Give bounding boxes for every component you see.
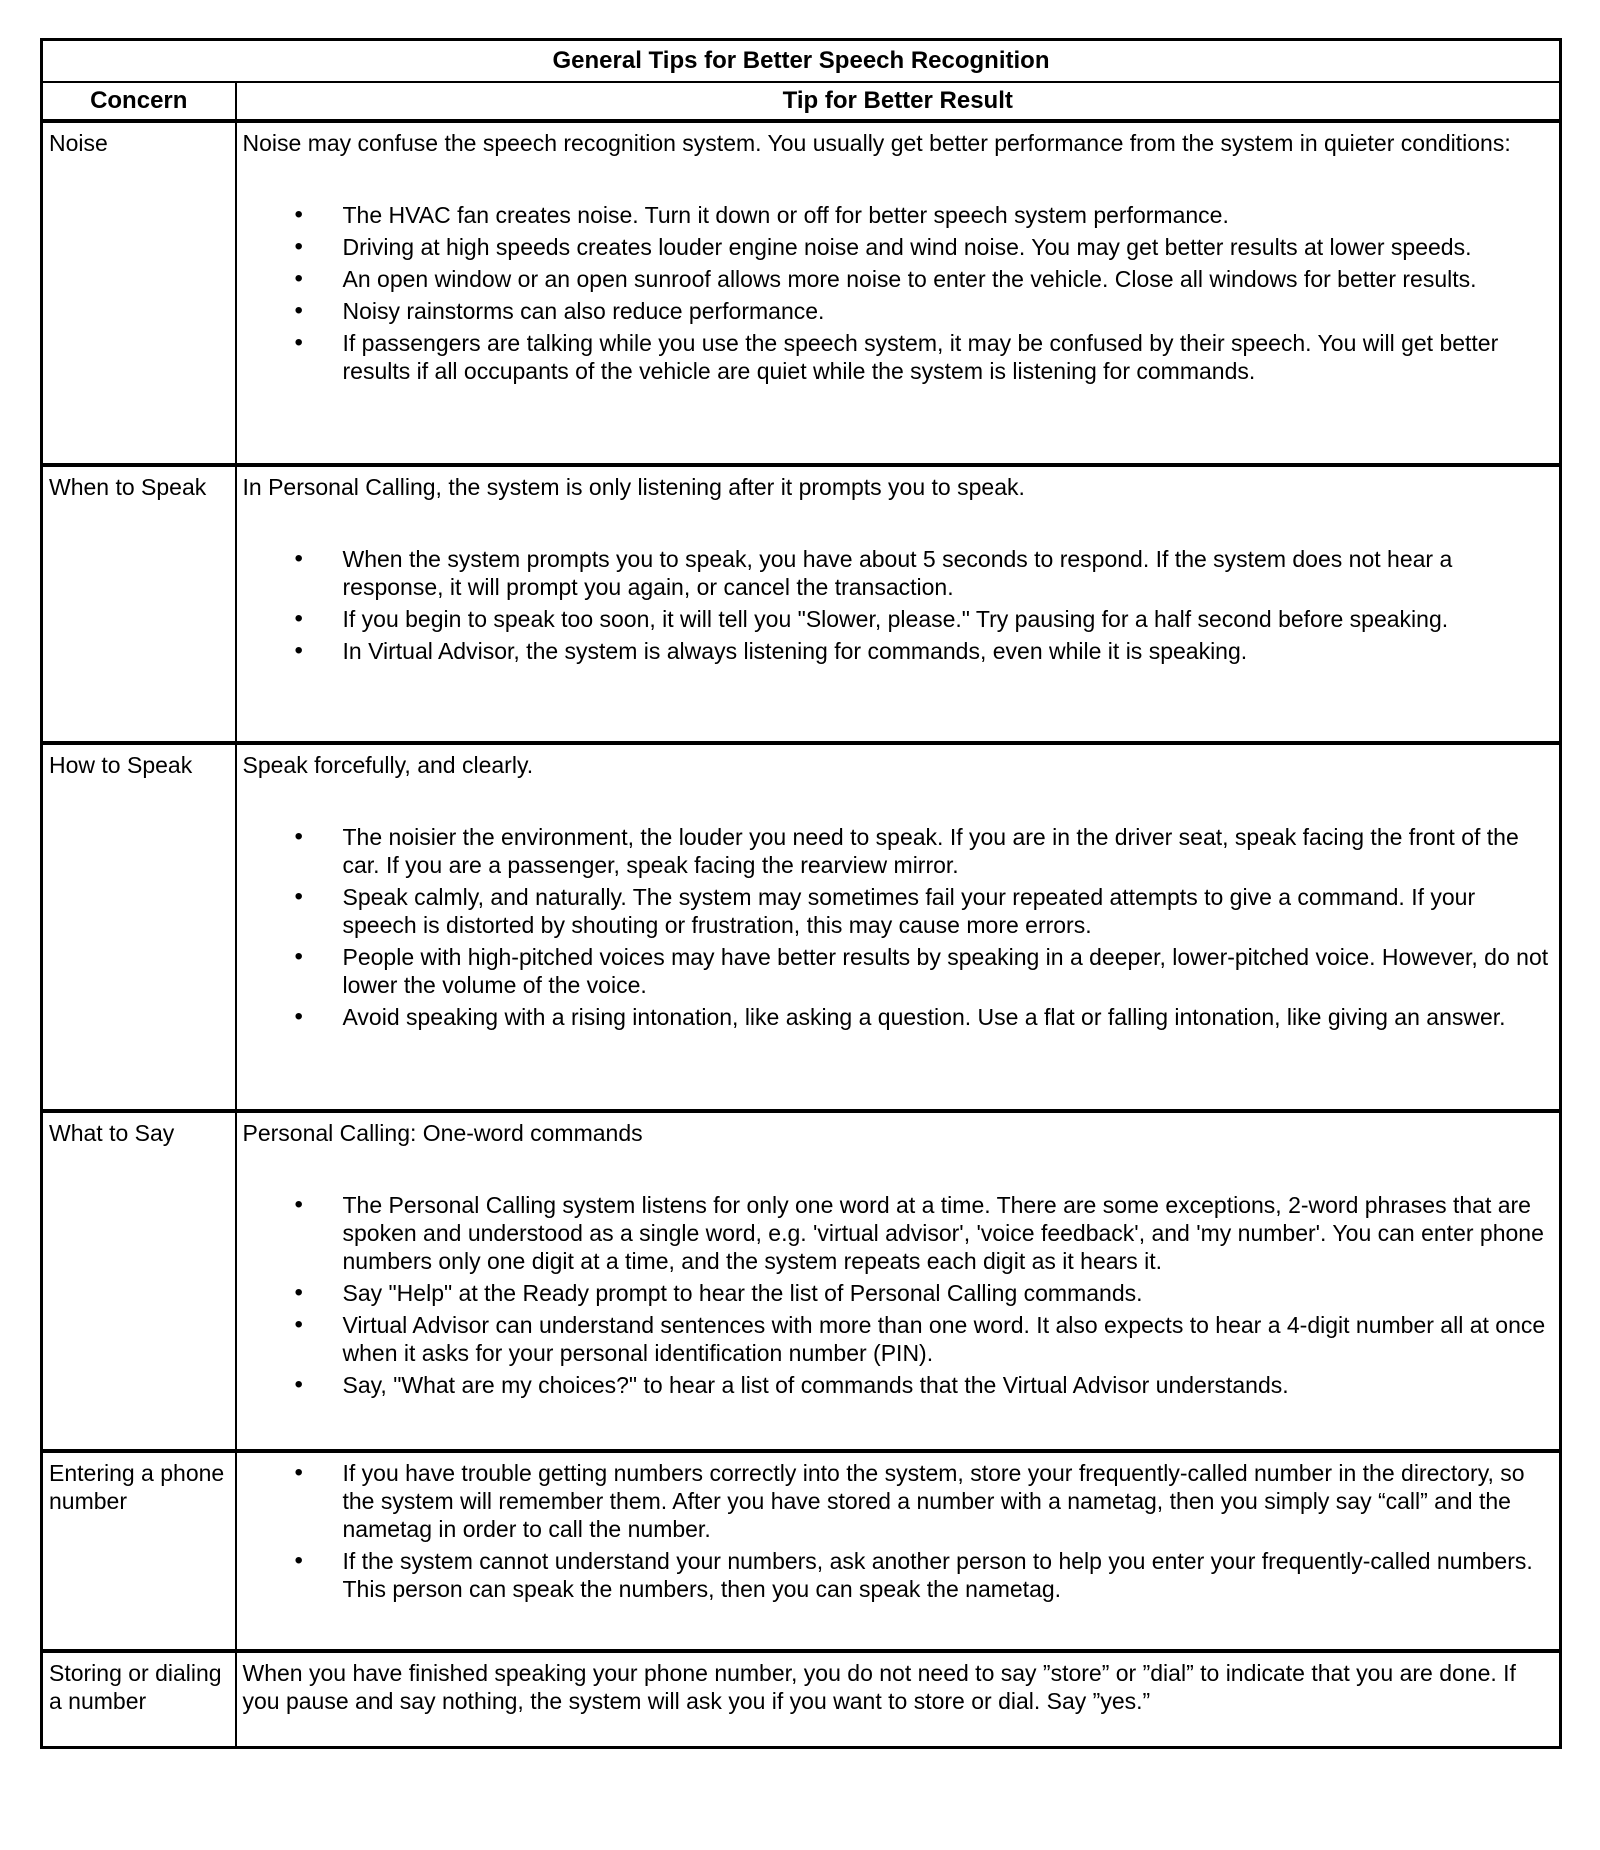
list-item: • People with high-pitched voices may have better results by speaking in a deeper, lower-pitched voice. However, do not lower the volume of the voice.	[243, 943, 1552, 999]
list-item: • The Personal Calling system listens for only one word at a time. There are some exceptions, 2-word phrases that are spoken and understood as a single word, e.g. 'virtual advisor', 'voice feedback', and 'my number'. You can enter phone numbers only one digit at a time, and the system repeats each digit as it hears it.	[243, 1191, 1552, 1275]
list-item: • When the system prompts you to speak, you have about 5 seconds to respond. If the system does not hear a response, it will prompt you again, or cancel the transaction.	[243, 545, 1552, 601]
tip-bullet-list	[243, 545, 1552, 665]
tip-cell	[236, 743, 1561, 1111]
list-item: • If you have trouble getting numbers correctly into the system, store your frequently-called number in the directory, so the system will remember them. After you have stored a number with a nametag, then you simply say “call” and the nametag in order to call the number.	[243, 1459, 1552, 1543]
table-title-row	[42, 40, 1561, 83]
tip-bullet-list	[243, 823, 1552, 1031]
list-item: • If the system cannot understand your numbers, ask another person to help you enter your frequently-called numbers. This person can speak the numbers, then you can speak the nametag.	[243, 1547, 1552, 1603]
concern-cell: Entering a phone number	[42, 1451, 236, 1651]
table-row	[42, 743, 1561, 1111]
tip-column-header: Tip for Better Result	[236, 82, 1561, 121]
table-row	[42, 1451, 1561, 1651]
list-item: • Noisy rainstorms can also reduce performance.	[243, 297, 1552, 325]
list-item: • The noisier the environment, the louder you need to speak. If you are in the driver seat, speak facing the front of the car. If you are a passenger, speak facing the rearview mirror.	[243, 823, 1552, 879]
tip-cell	[236, 1111, 1561, 1451]
list-item: • In Virtual Advisor, the system is always listening for commands, even while it is speaking.	[243, 637, 1552, 665]
list-item: • Virtual Advisor can understand sentences with more than one word. It also expects to hear a 4-digit number all at once when it asks for your personal identification number (PIN).	[243, 1311, 1552, 1367]
concern-cell: When to Speak	[42, 465, 236, 743]
list-item: • An open window or an open sunroof allows more noise to enter the vehicle. Close all windows for better results.	[243, 265, 1552, 293]
table-row	[42, 121, 1561, 465]
list-item: • Say "Help" at the Ready prompt to hear the list of Personal Calling commands.	[243, 1279, 1552, 1307]
table-row	[42, 465, 1561, 743]
concern-cell: Storing or dialing a number	[42, 1651, 236, 1747]
speech-tips-table	[40, 38, 1562, 1749]
tip-intro: Noise may confuse the speech recognition system. You usually get better performance from the system in quieter conditions:	[242, 130, 1511, 156]
list-item: • Avoid speaking with a rising intonation, like asking a question. Use a flat or falling intonation, like giving an answer.	[243, 1003, 1552, 1031]
tip-intro: When you have finished speaking your phone number, you do not need to say ”store” or ”dial” to indicate that you are done. If you pause and say nothing, the system will ask you if you want to store or dial. Say ”yes.”	[242, 1660, 1516, 1714]
list-item: • If passengers are talking while you use the speech system, it may be confused by their speech. You will get better results if all occupants of the vehicle are quiet while the system is listening for commands.	[243, 329, 1552, 385]
concern-cell: What to Say	[42, 1111, 236, 1451]
list-item: • Say, "What are my choices?" to hear a list of commands that the Virtual Advisor understands.	[243, 1371, 1552, 1399]
list-item: • If you begin to speak too soon, it will tell you "Slower, please." Try pausing for a half second before speaking.	[243, 605, 1552, 633]
tip-intro: Speak forcefully, and clearly.	[242, 752, 534, 778]
tip-intro: Personal Calling: One-word commands	[242, 1120, 643, 1146]
concern-column-header: Concern	[42, 82, 236, 121]
tip-intro: In Personal Calling, the system is only listening after it prompts you to speak.	[242, 474, 1025, 500]
list-item: • The HVAC fan creates noise. Turn it down or off for better speech system performance.	[243, 201, 1552, 229]
tip-cell	[236, 465, 1561, 743]
table-header-row	[42, 82, 1561, 121]
list-item: • Driving at high speeds creates louder engine noise and wind noise. You may get better results at lower speeds.	[243, 233, 1552, 261]
concern-cell: How to Speak	[42, 743, 236, 1111]
tip-cell	[236, 1651, 1561, 1747]
tip-bullet-list	[243, 201, 1552, 385]
table-title: General Tips for Better Speech Recognition	[42, 40, 1561, 83]
concern-cell: Noise	[42, 121, 236, 465]
tip-cell	[236, 121, 1561, 465]
table-row	[42, 1651, 1561, 1747]
tip-bullet-list	[243, 1459, 1552, 1603]
tip-cell	[236, 1451, 1561, 1651]
tip-bullet-list	[243, 1191, 1552, 1399]
list-item: • Speak calmly, and naturally. The system may sometimes fail your repeated attempts to give a command. If your speech is distorted by shouting or frustration, this may cause more errors.	[243, 883, 1552, 939]
table-row	[42, 1111, 1561, 1451]
